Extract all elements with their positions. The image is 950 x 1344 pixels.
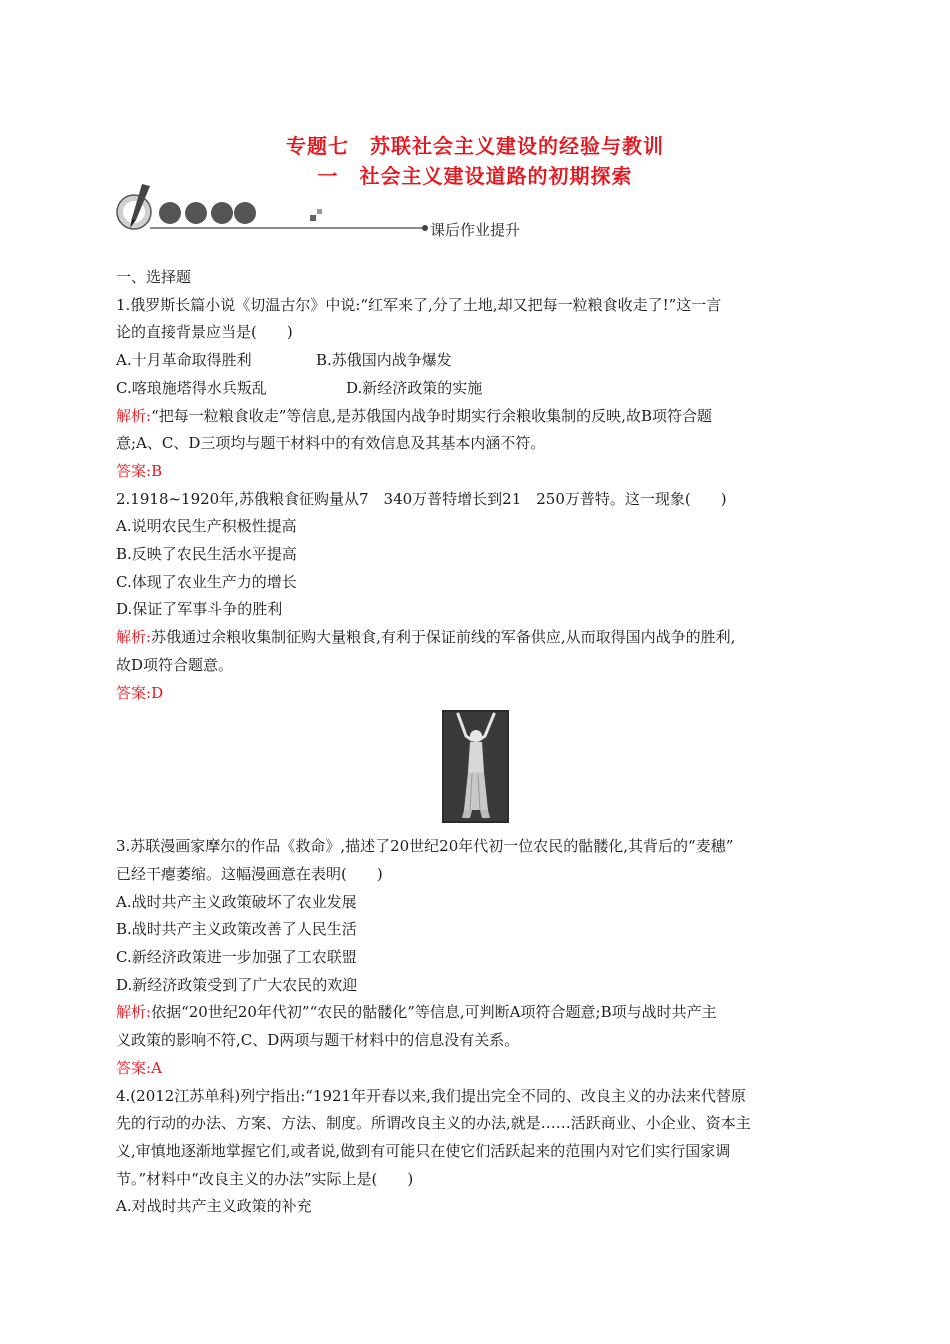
question-stem-line: 先的行动的办法、方案、方法、制度。所谓改良主义的办法,就是……活跃商业、小企业、资本主 <box>116 1114 751 1133</box>
question-2 <box>116 486 836 708</box>
section-banner-label: 课后作业提升 <box>430 221 521 239</box>
analysis-text: 故D项符合题意。 <box>116 655 234 674</box>
option-b: B.苏俄国内战争爆发 <box>316 351 452 370</box>
answer-label: 答案: <box>116 461 152 480</box>
question-stem-line: 4.(2012江苏单科)列宁指出:“1921年开春以来,我们提出完全不同的、改良主义的办法来代替原 <box>116 1086 746 1105</box>
document-title: 专题七 苏联社会主义建设的经验与教训 <box>286 134 664 158</box>
question-stem-line: 2.1918~1920年,苏俄粮食征购量从7 340万普特增长到21 250万普特。这一现象( ) <box>116 489 727 508</box>
option-a: A.说明农民生产积极性提高 <box>116 517 297 536</box>
option-b: B.战时共产主义政策改善了人民生活 <box>116 920 357 939</box>
answer-value: B <box>151 461 163 480</box>
answer-label: 答案: <box>116 683 152 702</box>
analysis-label: 解析: <box>116 628 152 647</box>
option-d: D.新经济政策的实施 <box>346 378 483 397</box>
analysis-text: 依据“20世纪20年代初”“农民的骷髅化”等信息,可判断A项符合题意;B项与战时共产主 <box>151 1003 717 1022</box>
question-stem-line: 3.苏联漫画家摩尔的作品《救命》,描述了20世纪20年代初一位农民的骷髅化,其背后的“麦穗” <box>116 837 734 856</box>
answer-label: 答案: <box>116 1058 152 1077</box>
cartoon-illustration <box>442 710 509 823</box>
question-1 <box>116 292 836 486</box>
option-b: B.反映了农民生活水平提高 <box>116 545 297 564</box>
option-a: A.对战时共产主义政策的补充 <box>116 1197 312 1216</box>
analysis-label: 解析: <box>116 1003 152 1022</box>
analysis-label: 解析: <box>116 406 152 425</box>
answer-value: A <box>151 1058 162 1077</box>
option-c: C.喀琅施塔得水兵叛乱 <box>116 378 267 397</box>
small-square-icon <box>310 209 322 221</box>
option-c: C.体现了农业生产力的增长 <box>116 572 297 591</box>
question-stem-line: 节。”材料中“改良主义的办法”实际上是( ) <box>116 1169 414 1188</box>
lesson-title: 一 社会主义建设道路的初期探索 <box>317 164 633 188</box>
question-stem-line: 义,审慎地逐渐地掌握它们,或者说,做到有可能只在使它们活跃起来的范围内对它们实行国家调 <box>116 1141 731 1160</box>
section-heading: 一、选择题 <box>116 268 192 286</box>
analysis-text: 意;A、C、D三项均与题干材料中的有效信息及其基本内涵不符。 <box>116 434 546 453</box>
analysis-text: 义政策的影响不符,C、D两项与题干材料中的信息没有关系。 <box>116 1031 520 1050</box>
option-d: D.保证了军事斗争的胜利 <box>116 600 283 619</box>
question-stem-line: 已经干瘪萎缩。这幅漫画意在表明( ) <box>116 864 383 883</box>
analysis-text: 苏俄通过余粮收集制征购大量粮食,有利于保证前线的军备供应,从而取得国内战争的胜利, <box>151 628 736 647</box>
question-stem-line: 论的直接背景应当是( ) <box>116 323 293 342</box>
decorative-dots <box>159 202 256 224</box>
question-4 <box>116 1083 836 1222</box>
answer-value: D <box>151 683 164 702</box>
option-a: A.十月革命取得胜利 <box>116 351 252 370</box>
question-stem-line: 1.俄罗斯长篇小说《切温古尔》中说:“红军来了,分了土地,却又把每一粒粮食收走了!”这一言 <box>116 295 722 314</box>
analysis-text: “把每一粒粮食收走”等信息,是苏俄国内战争时期实行余粮收集制的反映,故B项符合题 <box>151 406 712 425</box>
option-a: A.战时共产主义政策破坏了农业发展 <box>116 892 357 911</box>
option-d: D.新经济政策受到了广大农民的欢迎 <box>116 975 358 994</box>
option-c: C.新经济政策进一步加强了工农联盟 <box>116 948 357 967</box>
question-3 <box>116 833 836 1082</box>
brush-palette-icon <box>117 184 151 229</box>
